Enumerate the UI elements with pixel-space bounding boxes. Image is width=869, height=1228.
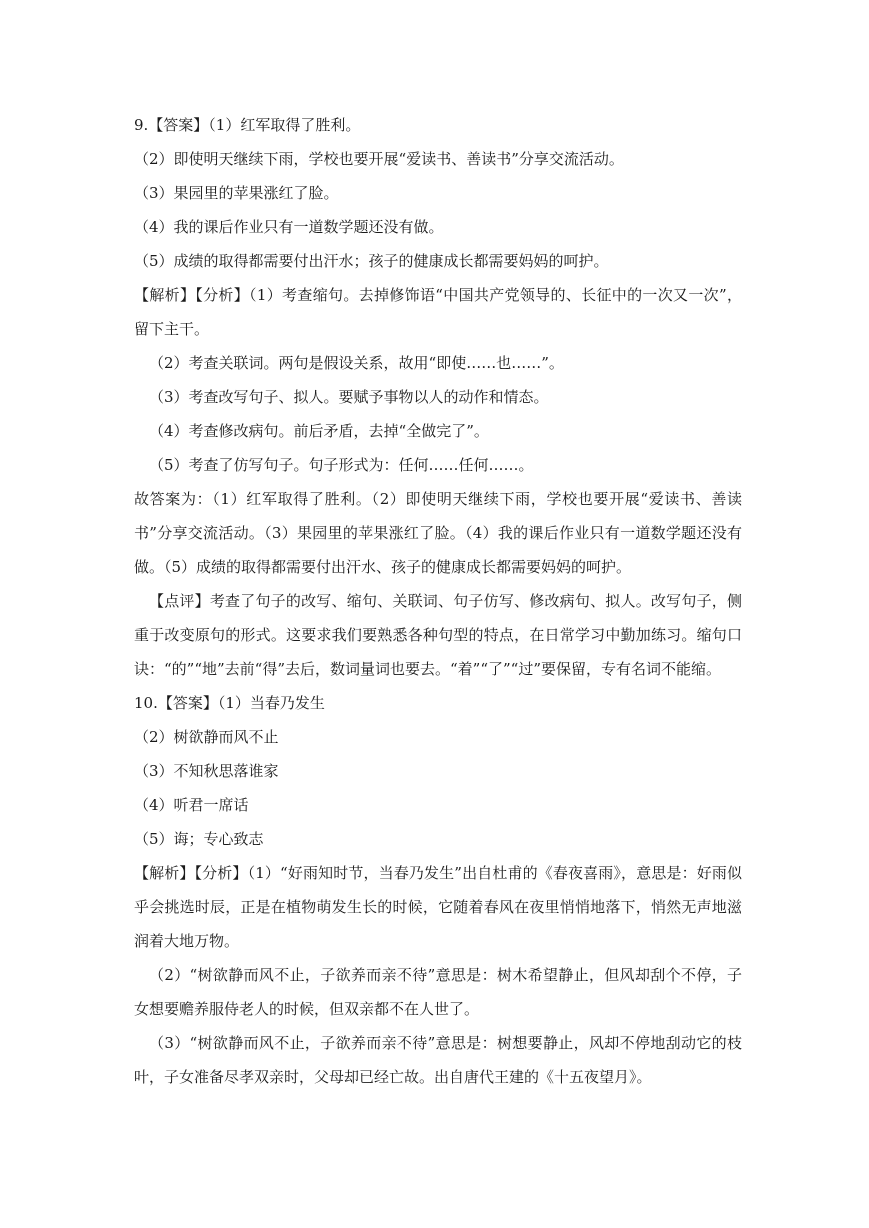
q9-answer-5: （5）成绩的取得都需要付出汗水；孩子的健康成长都需要妈妈的呵护。 (134, 252, 609, 270)
q9-analysis-item-2: （2）考查关联词。两句是假设关系，故用“即使……也……”。 (149, 354, 564, 372)
q10-answer-heading: 10.【答案】（1）当春乃发生 (134, 694, 325, 712)
document-page (134, 108, 742, 1094)
q10-answer-3: （3）不知秋思落谁家 (134, 762, 279, 780)
q9-analysis-item-3: （3）考查改写句子、拟人。要赋予事物以人的动作和情态。 (149, 388, 549, 406)
q9-answer-4: （4）我的课后作业只有一道数学题还没有做。 (134, 218, 444, 236)
q9-analysis-item-5: （5）考查了仿写句子。句子形式为：任何……任何……。 (149, 456, 534, 474)
q9-comment: 【点评】考查了句子的改写、缩句、关联词、句子仿写、修改病句、拟人。改写句子，侧重于改变原句的形式。这要求我们要熟悉各种句型的特点，在日常学习中勤加练习。缩句口诀：“的”“地”去前“得”去后，数词量词也要去。“着”“了”“过”要保留，专有名词不能缩。 (134, 592, 742, 678)
q9-analysis-item-4: （4）考查修改病句。前后矛盾，去掉“全做完了”。 (149, 422, 489, 440)
q10-answer-4: （4）听君一席话 (134, 796, 249, 814)
q9-analysis-heading: 【解析】【分析】（1）考查缩句。去掉修饰语“中国共产党领导的、长征中的一次又一次”，留下主干。 (134, 286, 742, 338)
q10-analysis-item-3: （3）“树欲静而风不止，子欲养而亲不待”意思是：树想要静止，风却不停地刮动它的枝叶，子女准备尽孝双亲时，父母却已经亡故。出自唐代王建的《十五夜望月》。 (134, 1034, 742, 1086)
q9-answer-3: （3）果园里的苹果涨红了脸。 (134, 184, 339, 202)
q9-answer-2: （2）即使明天继续下雨，学校也要开展“爱读书、善读书”分享交流活动。 (134, 150, 624, 168)
q10-answer-5: （5）诲；专心致志 (134, 830, 264, 848)
q9-answer-heading: 9.【答案】（1）红军取得了胜利。 (134, 116, 361, 134)
q10-analysis-heading: 【解析】【分析】（1）“好雨知时节，当春乃发生”出自杜甫的《春夜喜雨》，意思是：好雨似乎会挑选时辰，正是在植物萌发生长的时候，它随着春风在夜里悄悄地落下，悄然无声地滋润着大地万物。 (134, 864, 742, 950)
q10-answer-2: （2）树欲静而风不止 (134, 728, 279, 746)
q10-analysis-item-2: （2）“树欲静而风不止，子欲养而亲不待”意思是：树木希望静止，但风却刮个不停，子女想要赡养服侍老人的时候，但双亲都不在人世了。 (134, 966, 742, 1018)
q9-conclusion: 故答案为：（1）红军取得了胜利。（2）即使明天继续下雨，学校也要开展“爱读书、善读书”分享交流活动。（3）果园里的苹果涨红了脸。（4）我的课后作业只有一道数学题还没有做。（5）成绩的取得都需要付出汗水、孩子的健康成长都需要妈妈的呵护。 (134, 490, 742, 576)
